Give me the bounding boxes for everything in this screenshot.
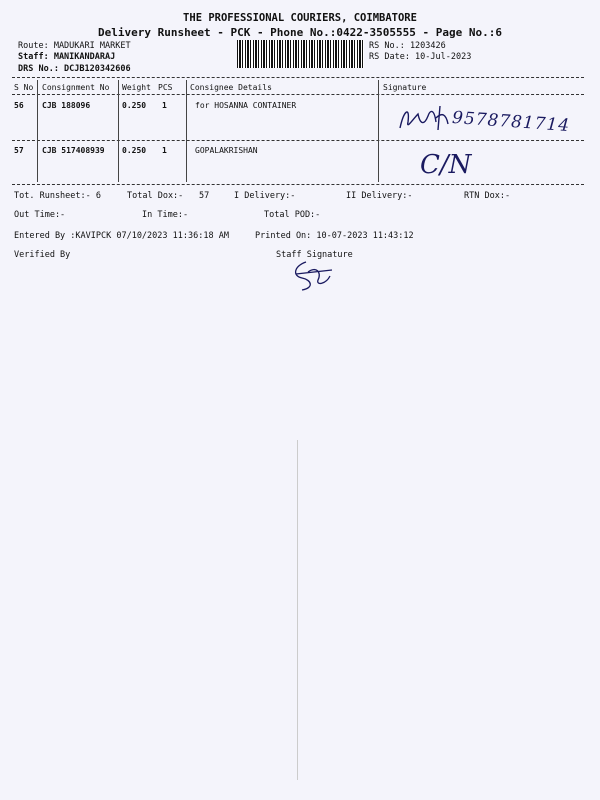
row-consignee: for HOSANNA CONTAINER: [195, 101, 297, 110]
table-header-rule: [12, 94, 584, 95]
rs-date: RS Date: 10-Jul-2023: [369, 52, 472, 62]
row-consignment: CJB 188096: [42, 101, 91, 110]
handwritten-cn-note: C/N: [420, 150, 472, 180]
row-sno: 56: [14, 101, 24, 110]
row-pcs: 1: [162, 146, 167, 155]
row-consignee: GOPALAKRISHAN: [195, 146, 258, 155]
col-header-pcs: PCS: [158, 83, 173, 92]
verified-by: Verified By: [14, 250, 71, 260]
rtn-dox: RTN Dox:-: [464, 191, 511, 201]
col-divider: [118, 80, 119, 182]
printed-on: Printed On: 10-07-2023 11:43:12: [255, 231, 414, 241]
row-weight: 0.250: [122, 101, 147, 110]
handwritten-phone: 9578781714: [451, 107, 571, 137]
col-header-weight: Weight: [122, 83, 151, 92]
col-header-sno: S No: [14, 83, 34, 92]
col-header-signature: Signature: [383, 83, 427, 92]
row-consignment: CJB 517408939: [42, 146, 105, 155]
rs-number: RS No.: 1203426: [369, 41, 446, 51]
staff-signature-label: Staff Signature: [276, 250, 353, 260]
staff-label: Staff: MANIKANDARAJ: [18, 52, 116, 62]
entered-by: Entered By :KAVIPCK 07/10/2023 11:36:18 AM: [14, 231, 229, 241]
col-divider: [378, 80, 379, 182]
signature-scribble: [396, 100, 456, 140]
row-weight: 0.250: [122, 146, 147, 155]
total-dox-label: Total Dox:-: [127, 191, 184, 201]
col-header-consignment: Consignment No: [42, 83, 110, 92]
in-time: In Time:-: [142, 210, 189, 220]
out-time: Out Time:-: [14, 210, 66, 220]
col-divider: [37, 80, 38, 182]
col-divider: [186, 80, 187, 182]
total-dox-value: 57: [199, 191, 210, 201]
drs-number: DRS No.: DCJB120342606: [18, 64, 131, 74]
staff-signature-scribble: [288, 258, 338, 294]
barcode: [237, 40, 364, 68]
col-header-consignee: Consignee Details: [190, 83, 272, 92]
runsheet-title: Delivery Runsheet - PCK - Phone No.:0422-3505555 - Page No.:6: [98, 26, 502, 39]
row-pcs: 1: [162, 101, 167, 110]
table-top-rule: [12, 77, 584, 78]
total-pod: Total POD:-: [264, 210, 321, 220]
company-title: THE PROFESSIONAL COURIERS, COIMBATORE: [183, 12, 417, 24]
i-delivery: I Delivery:-: [234, 191, 296, 201]
row-divider: [12, 140, 584, 141]
row-sno: 57: [14, 146, 24, 155]
table-bottom-rule: [12, 184, 584, 185]
route-label: Route: MADUKARI MARKET: [18, 41, 131, 51]
scan-artifact-line: [297, 440, 298, 780]
ii-delivery: II Delivery:-: [346, 191, 413, 201]
tot-runsheet: Tot. Runsheet:- 6: [14, 191, 101, 201]
